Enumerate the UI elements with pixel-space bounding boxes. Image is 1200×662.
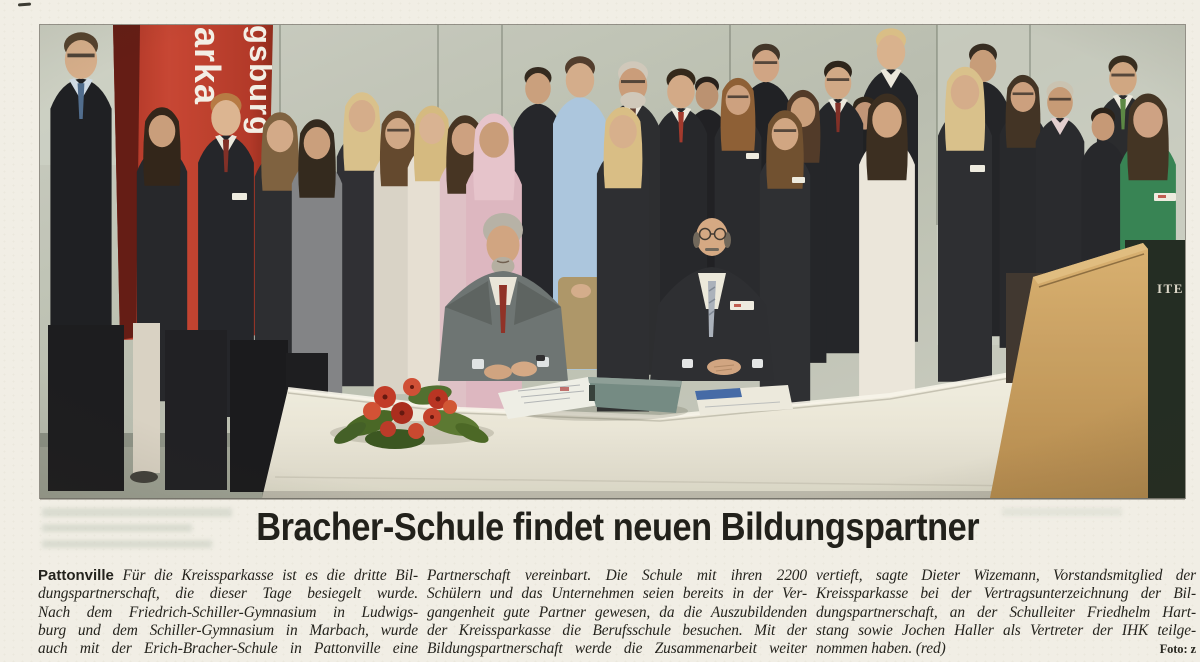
photo-credit: Foto: z <box>1159 642 1196 657</box>
body-line: gangenheit gute Partner gewesen, da die Auszubildenden <box>427 603 807 621</box>
body-line: dungspartnerschaft, an der Schulleiter Friedhelm Hart- <box>816 603 1196 621</box>
body-line: dungspartnerschaft, die dieser Tage besiegelt wurde. <box>38 585 418 603</box>
body-line: stang sowie Jochen Haller als Vertreter der IHK teilge- <box>816 621 1196 639</box>
scan-artifact-dash <box>18 3 31 7</box>
body-column-3 <box>816 567 1196 658</box>
body-line: der Kreissparkasse die Berufsschule besuchen. Mit der <box>427 621 807 639</box>
body-line: Bildungspartnerschaft werde die Zusammenarbeit weiter <box>427 640 807 658</box>
body-column-2 <box>427 567 807 658</box>
article-body <box>38 567 1198 658</box>
body-line: Schülern und das Unternehmen seien bereits in der Ver- <box>427 585 807 603</box>
body-line: Pattonville Für die Kreissparkasse ist es die dritte Bil- <box>38 567 418 584</box>
body-line: burg und dem Schiller-Gymnasium in Marbach, wurde <box>38 621 418 639</box>
body-line: nommen haben. (red) Foto: z <box>816 640 1196 658</box>
body-line: Nach dem Friedrich-Schiller-Gymnasium in Ludwigs- <box>38 603 418 621</box>
body-line: Kreissparkasse bei der Vertragsunterzeichnung der Bil- <box>816 585 1196 603</box>
headline-text: Bracher-Schule findet neuen Bildungspartner <box>256 506 980 549</box>
body-column-1 <box>38 567 418 658</box>
dateline: Pattonville <box>38 567 114 584</box>
vignette <box>40 25 1185 498</box>
body-line: Partnerschaft vereinbart. Die Schule mit ihren 2200 <box>427 567 807 584</box>
article-photo <box>40 25 1185 498</box>
group-photo-illustration <box>40 25 1185 498</box>
body-line: vertieft, sagte Dieter Wizemann, Vorstandsmitglied der <box>816 567 1196 584</box>
body-line: auch mit der Erich-Bracher-Schule in Pattonville eine <box>38 640 418 658</box>
article-headline <box>40 500 1196 556</box>
